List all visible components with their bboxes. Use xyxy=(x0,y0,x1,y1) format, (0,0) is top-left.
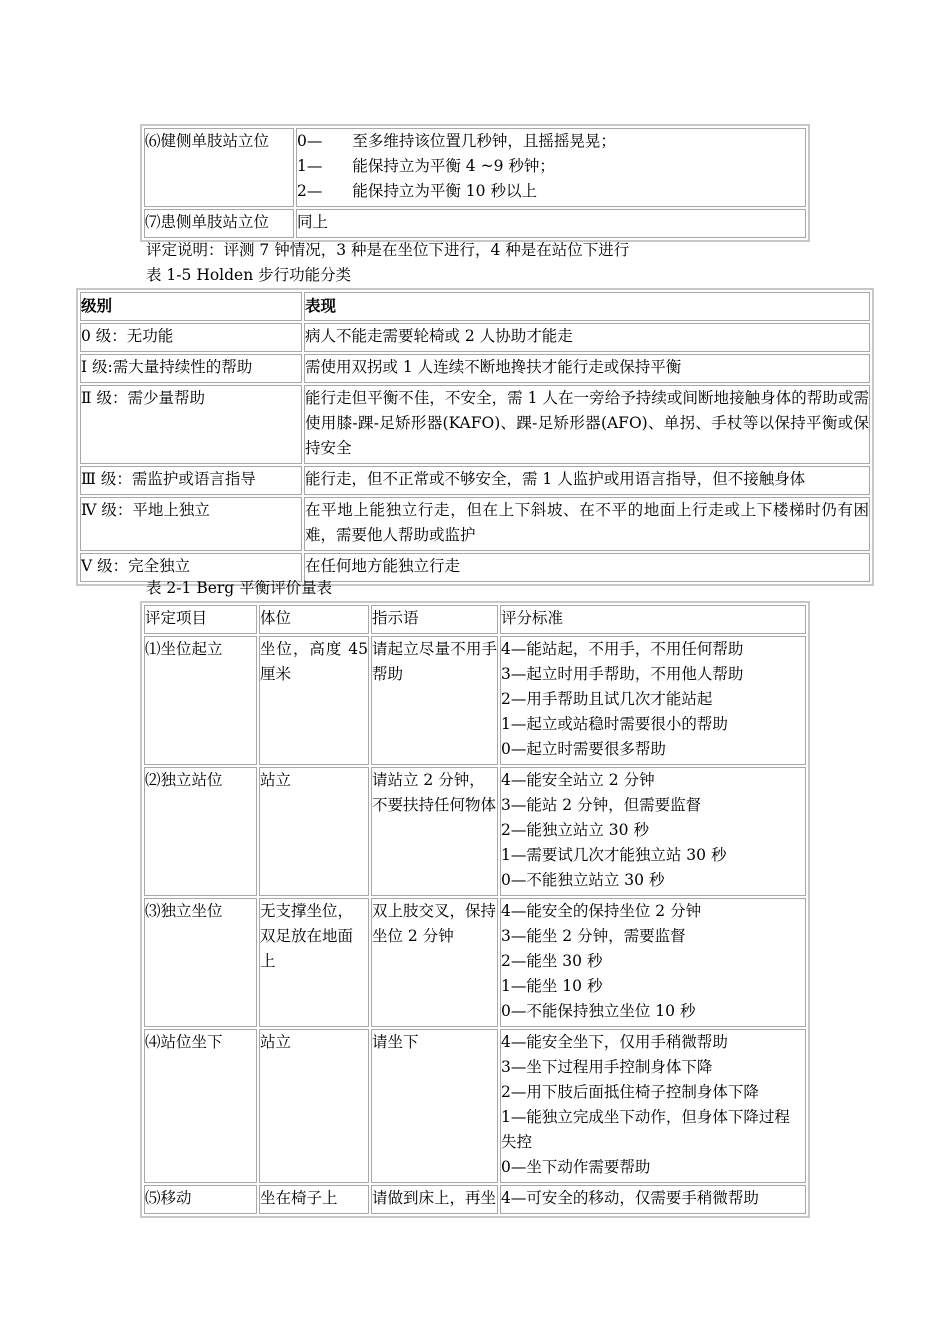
column-header: 表现 xyxy=(304,292,870,321)
criteria-line: 4—能安全坐下，仅用手稍微帮助 xyxy=(501,1033,728,1051)
table-row xyxy=(80,466,870,495)
item-cell: ⑸移动 xyxy=(144,1185,257,1214)
criteria-cell xyxy=(296,128,806,207)
criteria-cell xyxy=(500,767,806,896)
level-cell: Ⅱ 级：需少量帮助 xyxy=(80,385,302,464)
table-row xyxy=(144,1185,806,1214)
table-row xyxy=(80,354,870,383)
instruction-cell: 双上肢交叉，保持坐位 2 分钟 xyxy=(371,898,498,1027)
position-cell: 无支撑坐位，双足放在地面上 xyxy=(259,898,369,1027)
table-row xyxy=(144,898,806,1027)
level-cell: 0 级：无功能 xyxy=(80,323,302,352)
position-cell: 坐在椅子上 xyxy=(259,1185,369,1214)
description-cell: 在平地上能独立行走，但在上下斜坡、在不平的地面上行走或上下楼梯时仍有困难，需要他人帮助或监护 xyxy=(304,497,870,551)
level-cell: Ⅳ 级：平地上独立 xyxy=(80,497,302,551)
column-header: 评定项目 xyxy=(144,605,257,634)
criteria-line: 3—起立时用手帮助，不用他人帮助 xyxy=(501,665,744,683)
item-cell: ⑶独立坐位 xyxy=(144,898,257,1027)
criteria-line: 4—能安全站立 2 分钟 xyxy=(501,771,655,789)
standing-balance-table xyxy=(140,124,810,242)
column-header: 体位 xyxy=(259,605,369,634)
table-row xyxy=(144,1029,806,1183)
criteria-line: 1—起立或站稳时需要很小的帮助 xyxy=(501,715,728,733)
position-cell: 站立 xyxy=(259,1029,369,1183)
table-row xyxy=(144,767,806,896)
table-row xyxy=(80,497,870,551)
criteria-line: 2—用手帮助且试几次才能站起 xyxy=(501,690,713,708)
criteria-cell xyxy=(500,898,806,1027)
description-cell: 能行走，但不正常或不够安全，需 1 人监护或用语言指导，但不接触身体 xyxy=(304,466,870,495)
table-header-row xyxy=(80,292,870,321)
criteria-line: 1—需要试几次才能独立站 30 秒 xyxy=(501,846,727,864)
table-row xyxy=(144,636,806,765)
instruction-cell: 请站立 2 分钟，不要扶持任何物体 xyxy=(371,767,498,896)
description-cell: 在任何地方能独立行走 xyxy=(304,553,870,582)
holden-table-caption: 表 1-5 Holden 步行功能分类 xyxy=(146,266,352,284)
criteria-line: 1— 能保持立为平衡 4 ~9 秒钟； xyxy=(297,157,555,175)
criteria-line: 3—能站 2 分钟，但需要监督 xyxy=(501,796,702,814)
table-row xyxy=(144,209,806,238)
level-cell: Ⅰ 级:需大量持续性的帮助 xyxy=(80,354,302,383)
criteria-line: 0—不能独立站立 30 秒 xyxy=(501,871,665,889)
evaluation-note: 评定说明：评测 7 钟情况，3 种是在坐位下进行，4 种是在站位下进行 xyxy=(146,241,630,259)
criteria-line: 1—能坐 10 秒 xyxy=(501,977,603,995)
holden-table xyxy=(76,288,874,586)
table-row xyxy=(144,128,806,207)
criteria-line: 0—起立时需要很多帮助 xyxy=(501,740,666,758)
criteria-line: 3—坐下过程用手控制身体下降 xyxy=(501,1058,713,1076)
criteria-line: 0— 至多维持该位置几秒钟，且摇摇晃晃； xyxy=(297,132,616,150)
instruction-cell xyxy=(371,1185,498,1214)
item-cell: ⑵独立站位 xyxy=(144,767,257,896)
level-cell: Ⅴ 级：完全独立 xyxy=(80,553,302,582)
column-header: 级别 xyxy=(80,292,302,321)
column-header: 评分标准 xyxy=(500,605,806,634)
item-cell: ⑷站位坐下 xyxy=(144,1029,257,1183)
berg-table-caption: 表 2-1 Berg 平衡评价量表 xyxy=(146,579,333,597)
criteria-line: 3—能坐 2 分钟，需要监督 xyxy=(501,927,686,945)
criteria-cell xyxy=(500,636,806,765)
position-cell: 站立 xyxy=(259,767,369,896)
description-cell: 病人不能走需要轮椅或 2 人协助才能走 xyxy=(304,323,870,352)
criteria-line: 2—能独立站立 30 秒 xyxy=(501,821,649,839)
item-cell: ⑴坐位起立 xyxy=(144,636,257,765)
criteria-line: 0—不能保持独立坐位 10 秒 xyxy=(501,1002,696,1020)
table-row xyxy=(80,385,870,464)
criteria-cell: 同上 xyxy=(296,209,806,238)
criteria-line: 4—可安全的移动，仅需要手稍微帮助 xyxy=(501,1189,759,1207)
criteria-cell xyxy=(500,1185,806,1214)
position-cell: 坐位，高度 45 厘米 xyxy=(259,636,369,765)
level-cell: Ⅲ 级：需监护或语言指导 xyxy=(80,466,302,495)
instruction-cell: 请起立尽量不用手帮助 xyxy=(371,636,498,765)
item-cell: ⑹健侧单肢站立位 xyxy=(144,128,294,207)
berg-balance-table xyxy=(140,601,810,1218)
table-row xyxy=(80,323,870,352)
criteria-line: 2—用下肢后面抵住椅子控制身体下降 xyxy=(501,1083,759,1101)
instruction-cell: 请坐下 xyxy=(371,1029,498,1183)
criteria-cell xyxy=(500,1029,806,1183)
criteria-line: 0—坐下动作需要帮助 xyxy=(501,1158,651,1176)
criteria-line: 4—能站起，不用手，不用任何帮助 xyxy=(501,640,744,658)
instruction-text: 请做到床上，再坐 xyxy=(372,1189,497,1207)
criteria-line: 2— 能保持立为平衡 10 秒以上 xyxy=(297,182,537,200)
criteria-line: 2—能坐 30 秒 xyxy=(501,952,603,970)
criteria-line: 1—能独立完成坐下动作，但身体下降过程失控 xyxy=(501,1108,790,1151)
item-cell: ⑺患侧单肢站立位 xyxy=(144,209,294,238)
column-header: 指示语 xyxy=(371,605,498,634)
description-cell: 需使用双拐或 1 人连续不断地搀扶才能行走或保持平衡 xyxy=(304,354,870,383)
criteria-line: 4—能安全的保持坐位 2 分钟 xyxy=(501,902,702,920)
description-cell: 能行走但平衡不佳，不安全，需 1 人在一旁给予持续或间断地接触身体的帮助或需使用膝-踝-足矫形器(KAFO)、踝-足矫形器(AFO)、单拐、手杖等以保持平衡或保持安全 xyxy=(304,385,870,464)
table-header-row xyxy=(144,605,806,634)
